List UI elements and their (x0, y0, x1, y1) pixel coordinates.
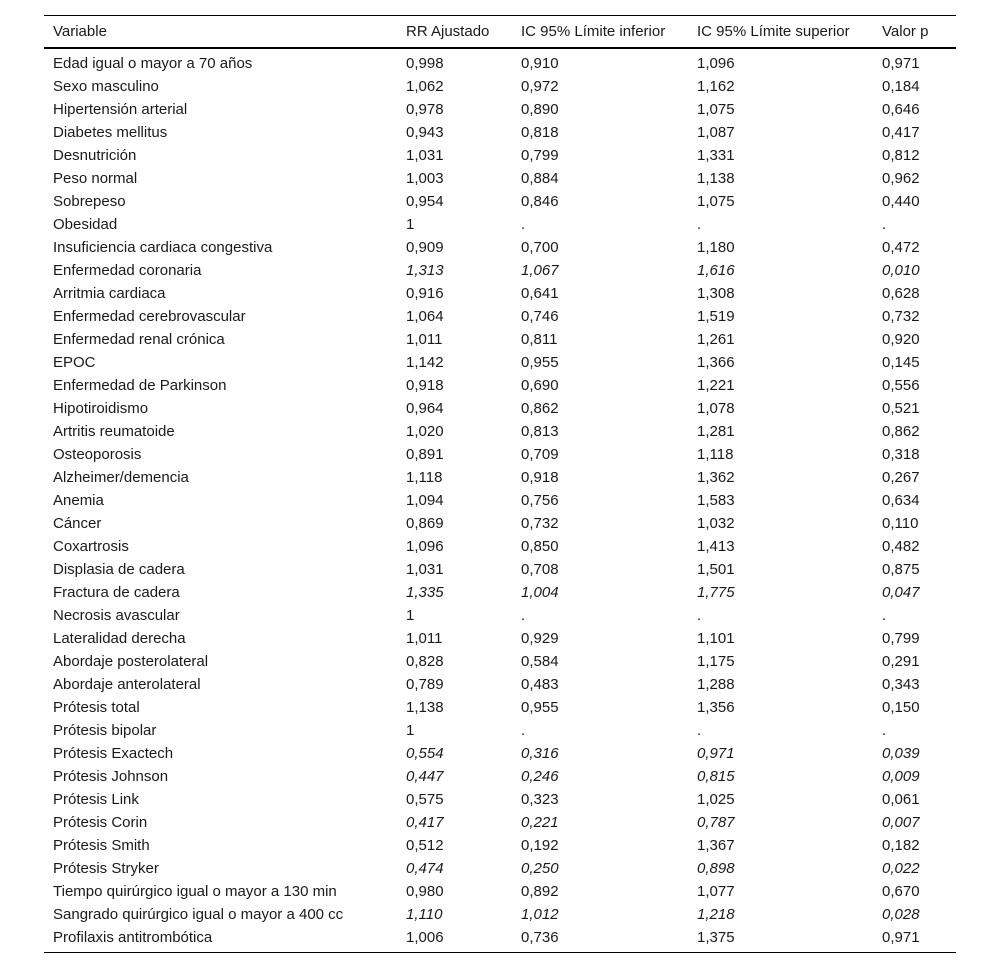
table-row (44, 259, 956, 282)
header-row (44, 16, 956, 49)
ic-superior-cell: 0,787 (697, 814, 735, 831)
ic-inferior-cell: 0,708 (521, 561, 559, 578)
ic-inferior-cell: 0,709 (521, 446, 559, 463)
ic-inferior-cell: 0,690 (521, 377, 559, 394)
rr-cell: 0,447 (406, 768, 444, 785)
table-row (44, 857, 956, 880)
table-row (44, 765, 956, 788)
ic-superior-cell: 1,075 (697, 101, 735, 118)
p-value-cell: 0,291 (882, 653, 920, 670)
table-row (44, 190, 956, 213)
table-row (44, 420, 956, 443)
ic-superior-cell: . (697, 722, 702, 739)
ic-superior-cell: 1,218 (697, 906, 735, 923)
p-value-cell: 0,318 (882, 446, 920, 463)
table-row (44, 305, 956, 328)
ic-superior-cell: 1,175 (697, 653, 735, 670)
table-row (44, 581, 956, 604)
table-row (44, 351, 956, 374)
table-row (44, 75, 956, 98)
variable-cell: Prótesis bipolar (53, 722, 157, 739)
header-ic-superior: IC 95% Límite superior (697, 23, 850, 40)
ic-inferior-cell: 1,004 (521, 584, 559, 601)
variable-cell: Prótesis Stryker (53, 860, 159, 877)
rr-cell: 1,031 (406, 147, 444, 164)
ic-inferior-cell: 1,012 (521, 906, 559, 923)
rr-cell: 1,313 (406, 262, 444, 279)
ic-inferior-cell: 0,813 (521, 423, 559, 440)
p-value-cell: . (882, 216, 887, 233)
ic-inferior-cell: 0,846 (521, 193, 559, 210)
table-header (44, 16, 956, 49)
ic-inferior-cell: . (521, 216, 526, 233)
rr-cell: 1,020 (406, 423, 444, 440)
rr-cell: 1,062 (406, 78, 444, 95)
p-value-cell: 0,521 (882, 400, 920, 417)
p-value-cell: 0,061 (882, 791, 920, 808)
rr-cell: 0,828 (406, 653, 444, 670)
variable-cell: Abordaje posterolateral (53, 653, 209, 670)
rr-cell: 1,064 (406, 308, 444, 325)
ic-superior-cell: 1,519 (697, 308, 735, 325)
table-row (44, 98, 956, 121)
p-value-cell: 0,145 (882, 354, 920, 371)
ic-inferior-cell: 0,756 (521, 492, 559, 509)
variable-cell: Sangrado quirúrgico igual o mayor a 400 cc (53, 906, 344, 923)
p-value-cell: 0,472 (882, 239, 920, 256)
variable-cell: Diabetes mellitus (53, 124, 168, 141)
p-value-cell: 0,971 (882, 929, 920, 946)
variable-cell: Prótesis Exactech (53, 745, 174, 762)
ic-inferior-cell: 0,972 (521, 78, 559, 95)
ic-inferior-cell: 0,862 (521, 400, 559, 417)
p-value-cell: 0,875 (882, 561, 920, 578)
p-value-cell: 0,007 (882, 814, 920, 831)
ic-inferior-cell: 0,929 (521, 630, 559, 647)
results-table-container (44, 15, 956, 953)
ic-inferior-cell: 0,584 (521, 653, 559, 670)
variable-cell: Artritis reumatoide (53, 423, 175, 440)
rr-cell: 1,142 (406, 354, 444, 371)
rr-cell: 1,138 (406, 699, 444, 716)
ic-inferior-cell: 0,250 (521, 860, 559, 877)
variable-cell: Prótesis Johnson (53, 768, 169, 785)
rr-cell: 0,789 (406, 676, 444, 693)
rr-cell: 1,031 (406, 561, 444, 578)
ic-inferior-cell: 0,732 (521, 515, 559, 532)
ic-inferior-cell: 0,700 (521, 239, 559, 256)
ic-superior-cell: 1,078 (697, 400, 735, 417)
ic-superior-cell: 1,367 (697, 837, 735, 854)
ic-inferior-cell: 0,884 (521, 170, 559, 187)
variable-cell: Obesidad (53, 216, 118, 233)
rr-cell: 0,916 (406, 285, 444, 302)
variable-cell: Abordaje anterolateral (53, 676, 201, 693)
ic-superior-cell: 1,366 (697, 354, 735, 371)
variable-cell: Anemia (53, 492, 104, 509)
rr-cell: 1,011 (406, 331, 443, 348)
rr-cell: 1,110 (406, 906, 443, 923)
ic-superior-cell: 0,815 (697, 768, 735, 785)
ic-superior-cell: 1,331 (697, 147, 735, 164)
p-value-cell: . (882, 607, 887, 624)
ic-inferior-cell: 0,641 (521, 285, 559, 302)
ic-superior-cell: 1,356 (697, 699, 735, 716)
variable-cell: Prótesis total (53, 699, 140, 716)
ic-inferior-cell: 0,918 (521, 469, 559, 486)
p-value-cell: 0,732 (882, 308, 920, 325)
table-row (44, 719, 956, 742)
rr-cell: 0,909 (406, 239, 444, 256)
ic-superior-cell: 1,375 (697, 929, 735, 946)
ic-inferior-cell: 0,221 (521, 814, 559, 831)
variable-cell: Insuficiencia cardiaca congestiva (53, 239, 273, 256)
p-value-cell: 0,150 (882, 699, 920, 716)
ic-superior-cell: . (697, 607, 702, 624)
rr-cell: 0,998 (406, 55, 444, 72)
p-value-cell: 0,634 (882, 492, 920, 509)
table-row (44, 374, 956, 397)
table-row (44, 696, 956, 719)
ic-inferior-cell: 0,799 (521, 147, 559, 164)
variable-cell: Desnutrición (53, 147, 137, 164)
p-value-cell: 0,920 (882, 331, 920, 348)
table-row (44, 443, 956, 466)
rr-cell: 1,003 (406, 170, 444, 187)
variable-cell: EPOC (53, 354, 96, 371)
rr-cell: 0,869 (406, 515, 444, 532)
ic-superior-cell: 1,162 (697, 78, 735, 95)
variable-cell: Necrosis avascular (53, 607, 180, 624)
variable-cell: Cáncer (53, 515, 102, 532)
header-rr-ajustado: RR Ajustado (406, 23, 490, 40)
rr-cell: 0,417 (406, 814, 444, 831)
ic-inferior-cell: 0,818 (521, 124, 559, 141)
p-value-cell: 0,110 (882, 515, 919, 532)
p-value-cell: 0,343 (882, 676, 920, 693)
ic-superior-cell: 1,362 (697, 469, 735, 486)
p-value-cell: 0,646 (882, 101, 920, 118)
ic-inferior-cell: 1,067 (521, 262, 559, 279)
ic-inferior-cell: 0,316 (521, 745, 559, 762)
ic-superior-cell: 1,075 (697, 193, 735, 210)
table-row (44, 604, 956, 627)
ic-inferior-cell: 0,890 (521, 101, 559, 118)
ic-superior-cell: 1,775 (697, 584, 735, 601)
table-body (44, 48, 956, 953)
ic-superior-cell: 1,281 (697, 423, 735, 440)
rr-cell: 1 (406, 607, 415, 624)
rr-cell: 0,943 (406, 124, 444, 141)
ic-inferior-cell: 0,483 (521, 676, 559, 693)
ic-inferior-cell: 0,192 (521, 837, 559, 854)
rr-cell: 1,118 (406, 469, 443, 486)
p-value-cell: 0,009 (882, 768, 920, 785)
p-value-cell: 0,482 (882, 538, 920, 555)
rr-cell: 1 (406, 216, 415, 233)
ic-superior-cell: 1,032 (697, 515, 735, 532)
ic-superior-cell: 1,616 (697, 262, 735, 279)
table-row (44, 282, 956, 305)
p-value-cell: 0,028 (882, 906, 920, 923)
table-row (44, 811, 956, 834)
ic-superior-cell: 1,288 (697, 676, 735, 693)
variable-cell: Enfermedad cerebrovascular (53, 308, 246, 325)
ic-inferior-cell: . (521, 607, 526, 624)
variable-cell: Prótesis Corin (53, 814, 148, 831)
ic-superior-cell: 1,087 (697, 124, 735, 141)
ic-inferior-cell: 0,246 (521, 768, 559, 785)
p-value-cell: 0,182 (882, 837, 920, 854)
rr-cell: 0,554 (406, 745, 444, 762)
rr-cell: 0,512 (406, 837, 444, 854)
variable-cell: Hipertensión arterial (53, 101, 188, 118)
p-value-cell: 0,417 (882, 124, 920, 141)
ic-superior-cell: 1,138 (697, 170, 735, 187)
table-row (44, 742, 956, 765)
rr-cell: 0,964 (406, 400, 444, 417)
ic-superior-cell: 1,413 (697, 538, 735, 555)
variable-cell: Tiempo quirúrgico igual o mayor a 130 min (53, 883, 337, 900)
p-value-cell: 0,812 (882, 147, 920, 164)
results-table (44, 15, 956, 953)
table-row (44, 903, 956, 926)
p-value-cell: 0,184 (882, 78, 920, 95)
table-row (44, 167, 956, 190)
table-row (44, 627, 956, 650)
p-value-cell: 0,010 (882, 262, 920, 279)
rr-cell: 0,575 (406, 791, 444, 808)
ic-inferior-cell: 0,910 (521, 55, 559, 72)
p-value-cell: 0,962 (882, 170, 920, 187)
variable-cell: Fractura de cadera (53, 584, 180, 601)
variable-cell: Sexo masculino (53, 78, 159, 95)
table-row (44, 489, 956, 512)
table-row (44, 673, 956, 696)
ic-inferior-cell: 0,746 (521, 308, 559, 325)
variable-cell: Coxartrosis (53, 538, 129, 555)
p-value-cell: 0,267 (882, 469, 920, 486)
variable-cell: Hipotiroidismo (53, 400, 149, 417)
ic-superior-cell: 1,101 (697, 630, 735, 647)
header-variable: Variable (53, 23, 107, 40)
variable-cell: Prótesis Link (53, 791, 139, 808)
table-row (44, 328, 956, 351)
ic-superior-cell: 0,971 (697, 745, 735, 762)
ic-inferior-cell: 0,736 (521, 929, 559, 946)
table-row (44, 788, 956, 811)
ic-inferior-cell: 0,955 (521, 354, 559, 371)
p-value-cell: . (882, 722, 887, 739)
table-row (44, 650, 956, 673)
rr-cell: 0,978 (406, 101, 444, 118)
p-value-cell: 0,670 (882, 883, 920, 900)
ic-inferior-cell: 0,323 (521, 791, 559, 808)
table-row (44, 926, 956, 953)
p-value-cell: 0,022 (882, 860, 920, 877)
variable-cell: Enfermedad coronaria (53, 262, 202, 279)
variable-cell: Alzheimer/demencia (53, 469, 189, 486)
rr-cell: 1 (406, 722, 415, 739)
ic-superior-cell: 1,180 (697, 239, 735, 256)
table-row (44, 512, 956, 535)
table-row (44, 834, 956, 857)
p-value-cell: 0,971 (882, 55, 920, 72)
p-value-cell: 0,799 (882, 630, 920, 647)
variable-cell: Enfermedad de Parkinson (53, 377, 227, 394)
variable-cell: Peso normal (53, 170, 138, 187)
ic-superior-cell: 1,118 (697, 446, 734, 463)
rr-cell: 1,094 (406, 492, 444, 509)
ic-superior-cell: 1,261 (697, 331, 735, 348)
header-ic-inferior: IC 95% Límite inferior (521, 23, 666, 40)
table-row (44, 880, 956, 903)
variable-cell: Sobrepeso (53, 193, 126, 210)
rr-cell: 1,096 (406, 538, 444, 555)
table-row (44, 144, 956, 167)
table-row (44, 397, 956, 420)
table-row (44, 48, 956, 75)
table-row (44, 558, 956, 581)
ic-inferior-cell: 0,955 (521, 699, 559, 716)
rr-cell: 0,474 (406, 860, 444, 877)
variable-cell: Osteoporosis (53, 446, 142, 463)
p-value-cell: 0,862 (882, 423, 920, 440)
ic-inferior-cell: . (521, 722, 526, 739)
p-value-cell: 0,556 (882, 377, 920, 394)
rr-cell: 0,891 (406, 446, 444, 463)
rr-cell: 0,980 (406, 883, 444, 900)
table-row (44, 121, 956, 144)
p-value-cell: 0,628 (882, 285, 920, 302)
variable-cell: Prótesis Smith (53, 837, 150, 854)
ic-inferior-cell: 0,811 (521, 331, 558, 348)
variable-cell: Enfermedad renal crónica (53, 331, 225, 348)
ic-superior-cell: 0,898 (697, 860, 735, 877)
ic-superior-cell: 1,025 (697, 791, 735, 808)
table-row (44, 466, 956, 489)
variable-cell: Displasia de cadera (53, 561, 185, 578)
ic-superior-cell: 1,077 (697, 883, 735, 900)
ic-inferior-cell: 0,850 (521, 538, 559, 555)
p-value-cell: 0,039 (882, 745, 920, 762)
variable-cell: Profilaxis antitrombótica (53, 929, 213, 946)
ic-superior-cell: . (697, 216, 702, 233)
ic-inferior-cell: 0,892 (521, 883, 559, 900)
rr-cell: 1,011 (406, 630, 443, 647)
table-row (44, 236, 956, 259)
rr-cell: 1,006 (406, 929, 444, 946)
rr-cell: 0,918 (406, 377, 444, 394)
ic-superior-cell: 1,221 (697, 377, 735, 394)
variable-cell: Edad igual o mayor a 70 años (53, 55, 253, 72)
p-value-cell: 0,047 (882, 584, 920, 601)
header-valor-p: Valor p (882, 23, 929, 40)
rr-cell: 0,954 (406, 193, 444, 210)
rr-cell: 1,335 (406, 584, 444, 601)
ic-superior-cell: 1,096 (697, 55, 735, 72)
ic-superior-cell: 1,308 (697, 285, 735, 302)
ic-superior-cell: 1,583 (697, 492, 735, 509)
variable-cell: Arritmia cardiaca (53, 285, 166, 302)
table-row (44, 535, 956, 558)
table-row (44, 213, 956, 236)
p-value-cell: 0,440 (882, 193, 920, 210)
ic-superior-cell: 1,501 (697, 561, 735, 578)
variable-cell: Lateralidad derecha (53, 630, 186, 647)
